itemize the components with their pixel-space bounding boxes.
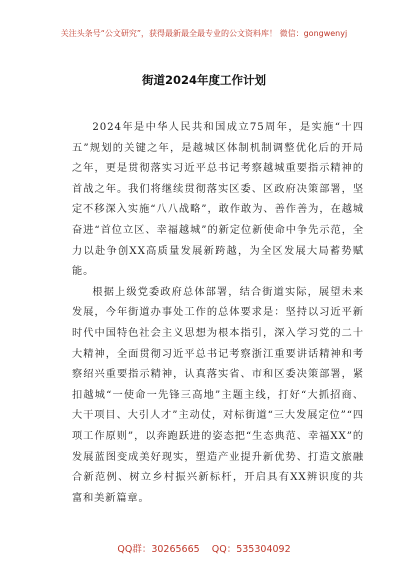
document-body [72,118,364,509]
footer-contact: QQ群：30265665 QQ：535304092 [117,544,291,555]
paragraph-2: 根据上级党委政府总体部署，结合街道实际，展望未来发展，今年街道办事处工作的总体要求是：坚持以习近平新时代中国特色社会主义思想为根本指引，深入学习党的二十大精神，全面贯彻习近平总书记考察浙江重要讲话精神和考察绍兴重要指示精神，认真落实省、市和区委决策部署，紧扣越城“一使命一先锋三高地”主题主线，打好“大抓招商、大干项目、大引人才”主动仗，对标街道“三大发展定位”“四项工作原则”，以奔跑跃进的姿态把“生态典范、幸福XX”的发展蓝图变成美好现实，塑造产业提升新优势、打造文旅融合新范例、树立乡村振兴新标杆，开启具有XX辨识度的共富和美新篇章。 [72,286,364,504]
header-banner: 关注头条号“公文研究”，获得最新最全最专业的公文资料库！ 微信：gongwenyj [60,29,348,38]
paragraph-1: 2024年是中华人民共和国成立75周年，是实施“十四五”规划的关键之年，是越城区体制机制调整优化后的开局之年，更是贯彻落实习近平总书记考察越城重要指示精神的首战之年。我们将继续贯彻落实区委、区政府决策部署，坚定不移深入实施“八八战略”，敢作敢为、善作善为，在越城奋进“首位立区、幸福越城”的新定位新使命中争先示范，全力以赴争创XX高质量发展新跨越，为全区发展大局蓄势赋能。 [72,122,364,278]
document-title: 街道2024年度工作计划 [141,73,266,87]
